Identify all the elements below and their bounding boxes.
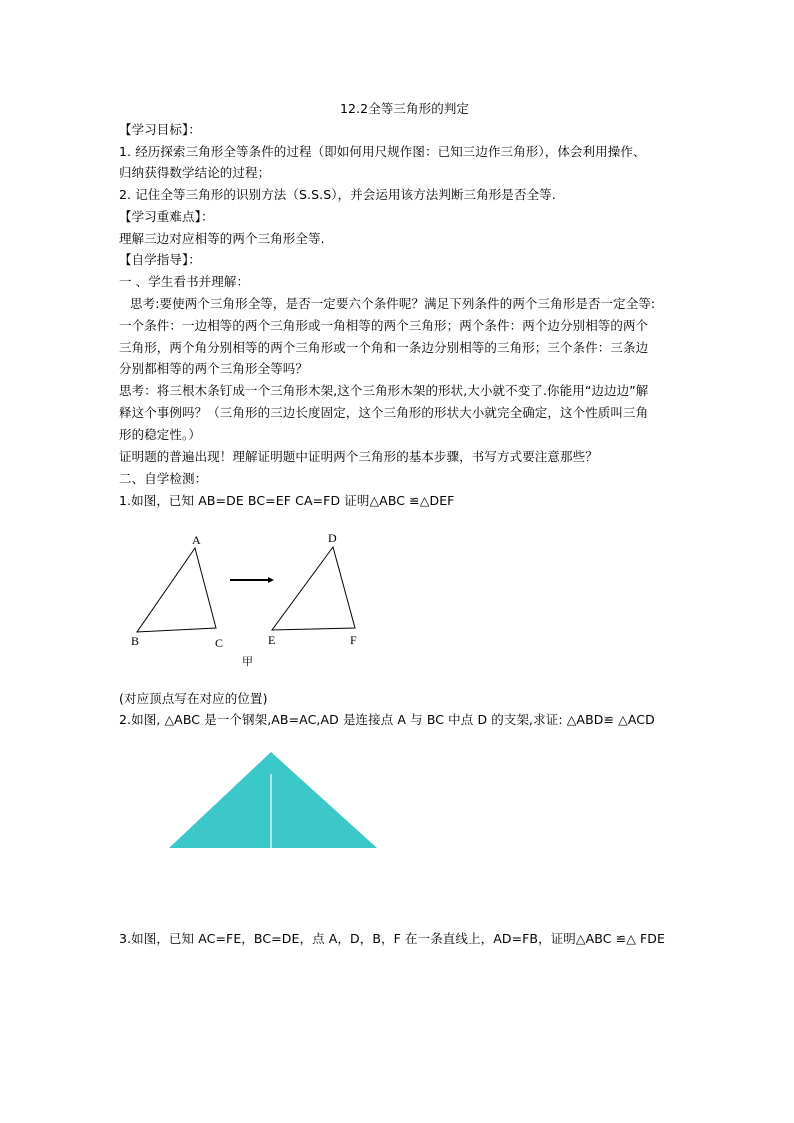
question-2-text: 2.如图, △ABC 是一个钢架,AB=AC,AD 是连接点 A 与 BC 中点 D 的支架,求证: △ABD≌ △ACD	[119, 712, 655, 727]
think-2-line-2: 释这个事例吗？（三角形的三边长度固定，这个三角形的形状大小就完全确定，这个性质叫三角	[119, 405, 649, 420]
think-2-line-3: 形的稳定性。）	[119, 427, 201, 442]
vertex-label-e: E	[268, 633, 276, 647]
section-1-heading: 一 、学生看书并理解：	[119, 274, 250, 289]
vertex-label-d: D	[328, 531, 337, 545]
think-1-line-3: 三角形，两个角分别相等的两个三角形或一个角和一条边分别相等的三角形；三个条件：三条边	[119, 340, 649, 355]
vertex-label-b: B	[131, 634, 140, 648]
objective-1-line-1: 1. 经历探索三角形全等条件的过程（即如何用尺规作图：已知三边作三角形），体会利用操作、	[119, 144, 646, 159]
objective-1-line-2: 归纳获得数学结论的过程；	[119, 165, 271, 180]
arrow-head	[268, 577, 274, 583]
question-3-text: 3.如图，已知 AC=FE，BC=DE，点 A，D，B，F 在一条直线上，AD=FB，证明△ABC ≌△ FDE	[119, 931, 665, 946]
think-1-line-2: 一个条件：一边相等的两个三角形或一角相等的两个三角形；两个条件：两个边分别相等的两个	[119, 318, 649, 333]
think-2-line-1: 思考：将三根木条钉成一个三角形木架,这个三角形木架的形状,大小就不变了.你能用“边边边”解	[119, 383, 649, 398]
question-1-figure	[120, 525, 380, 675]
vertex-label-a: A	[192, 533, 201, 547]
question-1-text: 1.如图，已知 AB=DE BC=EF CA=FD 证明△ABC ≌△DEF	[119, 493, 455, 508]
vertex-label-f: F	[350, 633, 357, 647]
proof-note: 证明题的普遍出现！理解证明题中证明两个三角形的基本步骤，书写方式要注意那些？	[119, 449, 598, 464]
figure-caption: 甲	[242, 655, 253, 668]
think-1-line-4: 分别都相等的两个三角形全等吗？	[119, 361, 309, 376]
triangle-def	[272, 547, 355, 630]
vertex-label-c: C	[215, 636, 224, 650]
question-2-figure	[165, 748, 385, 854]
triangle-abc	[137, 548, 216, 632]
objectives-header: 【学习目标】：	[119, 122, 201, 137]
question-1-note: (对应顶点写在对应的位置)	[119, 691, 268, 706]
objective-2: 2. 记住全等三角形的识别方法（S.S.S），并会运用该方法判断三角形是否全等.	[119, 187, 556, 202]
key-points-text: 理解三边对应相等的两个三角形全等.	[119, 231, 325, 246]
key-points-header: 【学习重难点】：	[119, 209, 214, 224]
think-1-line-1: 思考:要使两个三角形全等，是否一定要六个条件呢？满足下列条件的两个三角形是否一定全等:	[130, 296, 656, 311]
guide-header: 【自学指导】：	[119, 252, 201, 267]
section-2-heading: 二、自学检测：	[119, 471, 208, 486]
steel-frame-triangle	[169, 752, 377, 848]
page-title: 12.2全等三角形的判定	[340, 101, 470, 116]
